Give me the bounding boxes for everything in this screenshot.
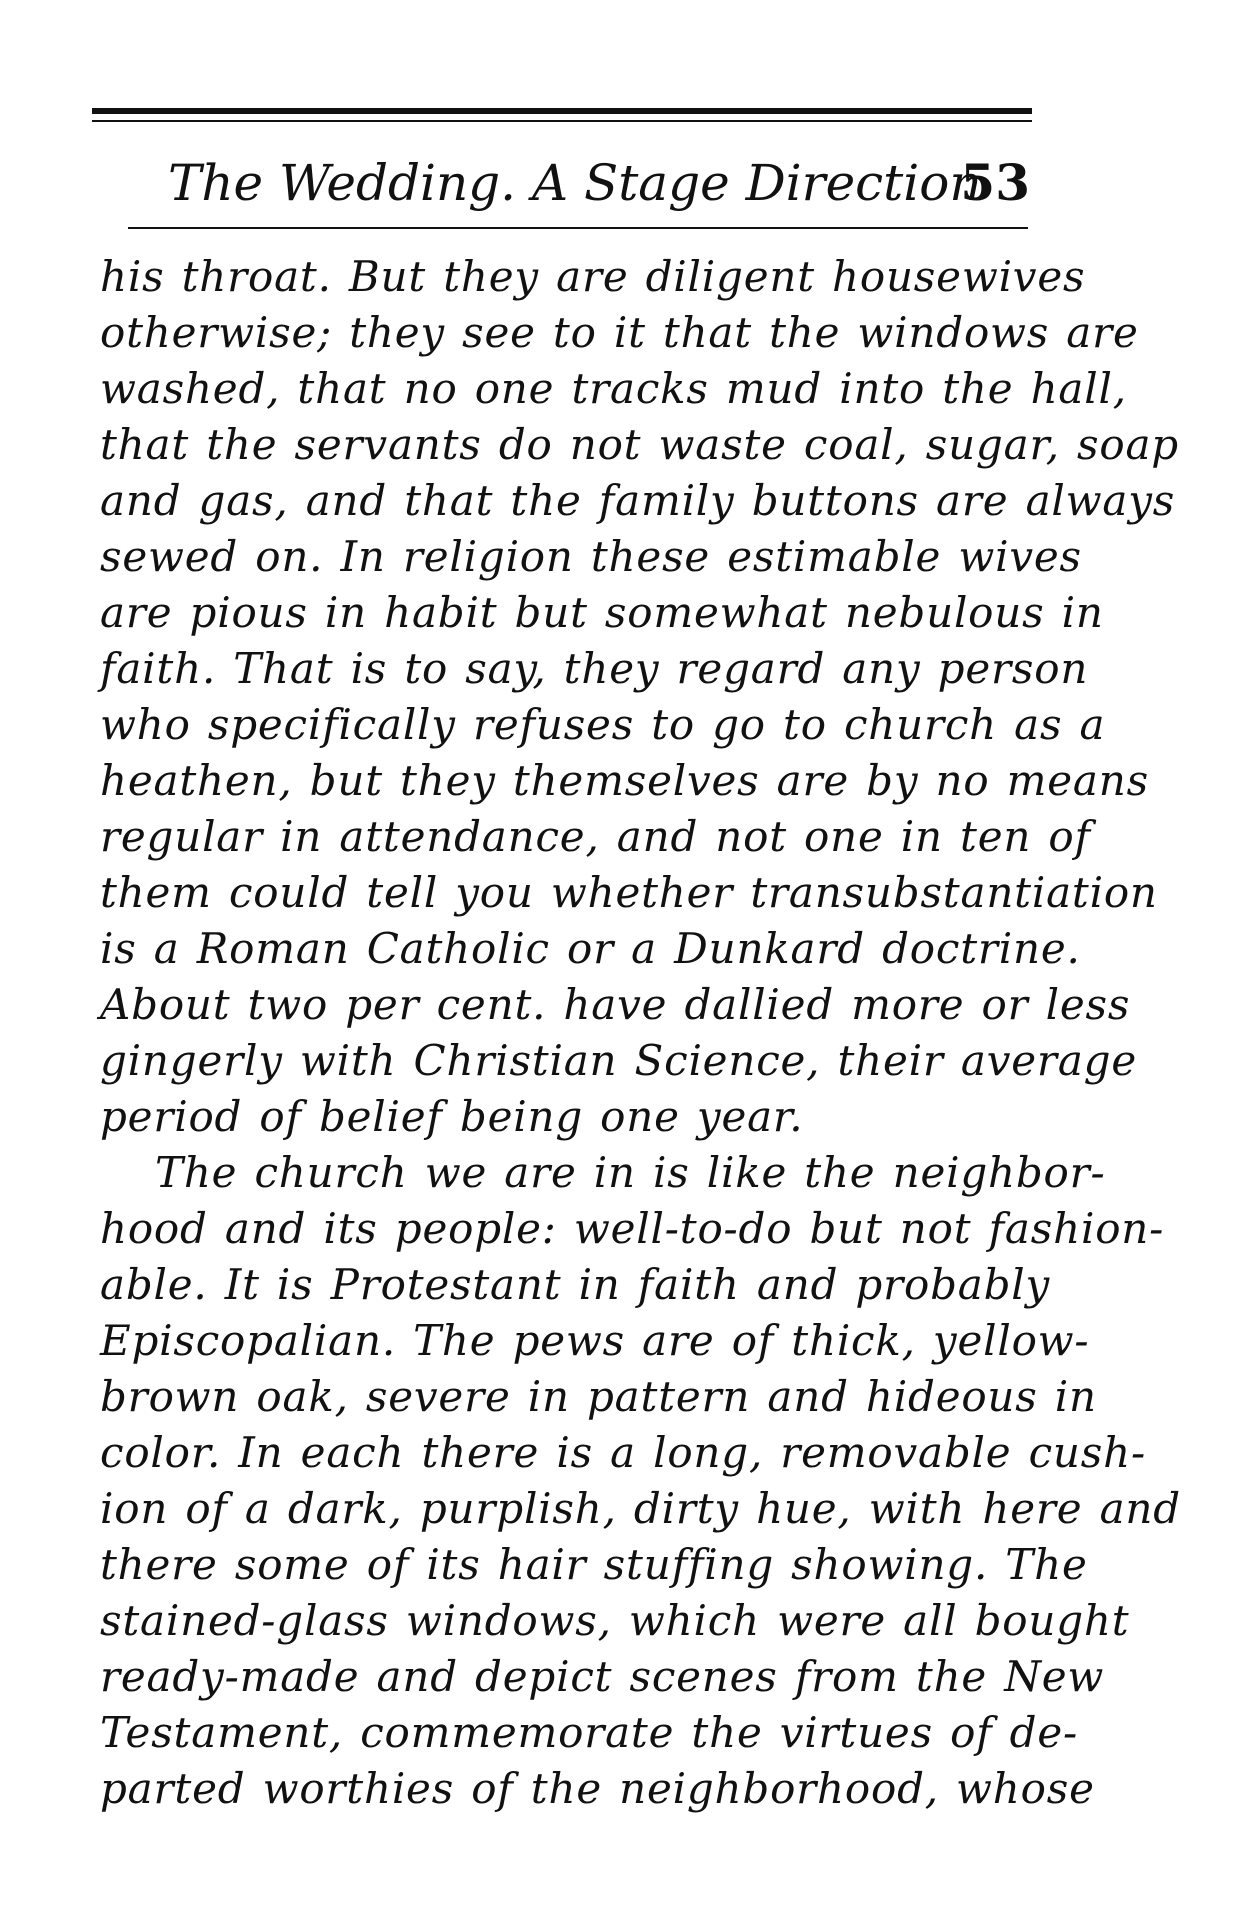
text-line: faith. That is to say, they regard any person: [100, 644, 1089, 693]
text-line: his throat. But they are diligent housewives: [100, 252, 1086, 301]
text-line: regular in attendance, and not one in ten of: [100, 812, 1091, 861]
text-line: The church we are in is like the neighbor-: [155, 1148, 1106, 1197]
text-line: gingerly with Christian Science, their average: [100, 1036, 1137, 1085]
text-line: otherwise; they see to it that the windows are: [100, 308, 1139, 357]
paragraph-1: [100, 249, 1179, 1145]
text-line: parted worthies of the neighborhood, whose: [100, 1764, 1095, 1813]
running-head: [130, 148, 1030, 218]
page-number: 53: [960, 153, 1030, 212]
text-line: that the servants do not waste coal, sugar, soap: [100, 420, 1179, 469]
text-line: Episcopalian. The pews are of thick, yellow-: [100, 1316, 1090, 1365]
text-line: is a Roman Catholic or a Dunkard doctrine.: [100, 924, 1081, 973]
text-line: Testament, commemorate the virtues of de-: [100, 1708, 1078, 1757]
body-text: [100, 249, 1181, 1817]
text-line: washed, that no one tracks mud into the hall,: [100, 364, 1127, 413]
text-line: stained-glass windows, which were all bought: [100, 1596, 1130, 1645]
text-line: ion of a dark, purplish, dirty hue, with here and: [100, 1484, 1181, 1533]
header-rule-bottom: [128, 227, 1028, 229]
text-line: About two per cent. have dallied more or less: [100, 980, 1131, 1029]
header-rule-thin: [92, 120, 1032, 122]
text-line: are pious in habit but somewhat nebulous in: [100, 588, 1104, 637]
text-line: there some of its hair stuffing showing. The: [100, 1540, 1088, 1589]
text-line: who specifically refuses to go to church as a: [100, 700, 1106, 749]
text-line: sewed on. In religion these estimable wives: [100, 532, 1082, 581]
text-line: period of belief being one year.: [100, 1092, 804, 1141]
text-line: color. In each there is a long, removable cush-: [100, 1428, 1146, 1477]
text-line: them could tell you whether transubstantiation: [100, 868, 1158, 917]
text-line: heathen, but they themselves are by no means: [100, 756, 1149, 805]
text-line: and gas, and that the family buttons are always: [100, 476, 1176, 525]
text-line: hood and its people: well-to-do but not fashion-: [100, 1204, 1165, 1253]
paragraph-2: [100, 1145, 1181, 1817]
text-line: able. It is Protestant in faith and probably: [100, 1260, 1051, 1309]
running-head-title: The Wedding. A Stage Direction: [168, 154, 982, 212]
text-line: brown oak, severe in pattern and hideous in: [100, 1372, 1097, 1421]
header-rule-thick: [92, 108, 1032, 114]
text-line: ready-made and depict scenes from the New: [100, 1652, 1105, 1701]
